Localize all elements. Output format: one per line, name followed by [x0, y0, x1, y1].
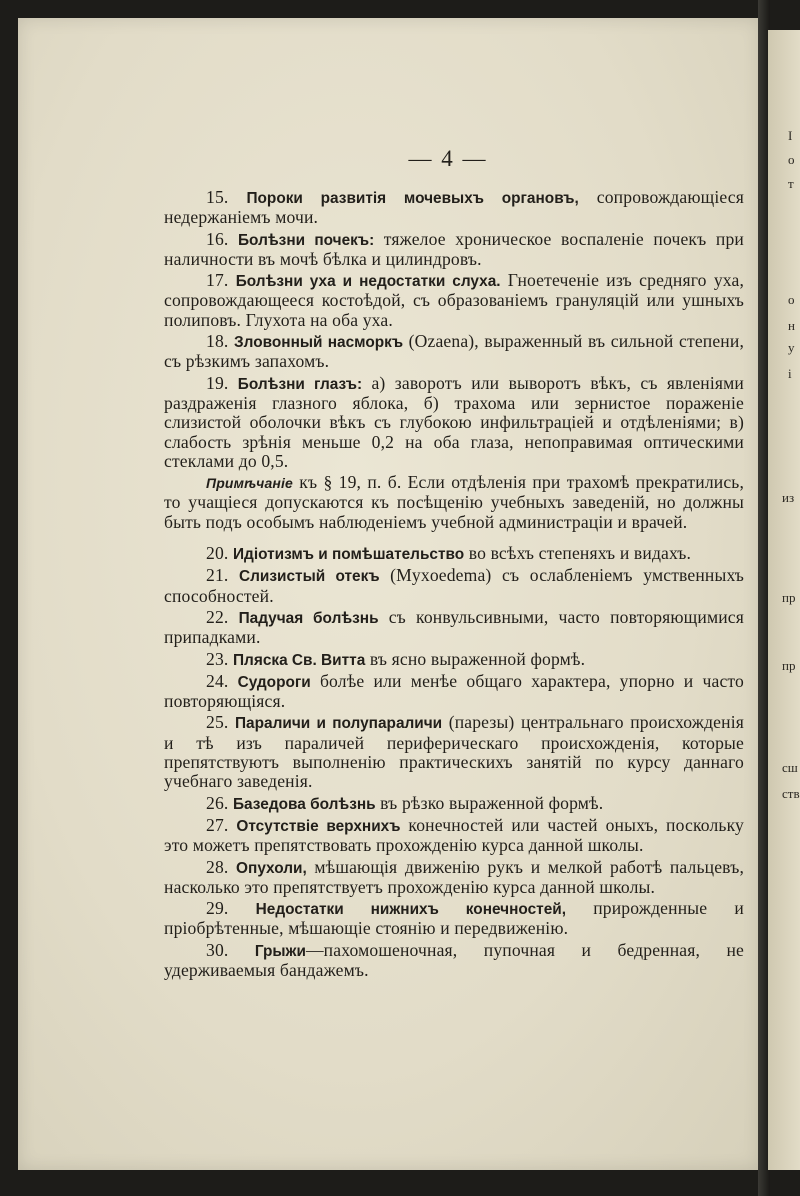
item-body: болѣе или менѣе общаго характера, упорно и часто повторяющіяся. — [164, 670, 744, 712]
item-heading: Падучая болѣзнь — [238, 609, 379, 627]
item-body: къ § 19, п. б. Если отдѣленія при трахомѣ прекратились, то учащіеся допускаются къ посѣщенію учебныхъ заведеній, но должны быть подъ особымъ наблюденіемъ учебной администраціи и врачей. — [164, 472, 744, 532]
list-item — [164, 332, 744, 372]
page-number: — 4 — — [408, 146, 488, 171]
item-body: сопровождающіеся недержаніемъ мочи. — [164, 187, 744, 228]
item-heading: Слизистый отекъ — [239, 568, 380, 586]
item-heading: Болѣзни почекъ: — [238, 231, 375, 249]
item-heading: Идіотизмъ и помѣшательство — [233, 546, 465, 564]
item-body: прирожденные и пріобрѣтенные, мѣшающіе стоянію и передвиженію. — [164, 898, 744, 939]
list-item — [164, 608, 744, 648]
adjacent-page-fragment: из — [782, 490, 795, 505]
list-item — [164, 230, 744, 270]
item-heading: Пляска Св. Витта — [233, 651, 366, 669]
item-heading: Зловонный насморкъ — [234, 334, 404, 352]
item-body: (Ozaena), выраженный въ сильной степени, съ рѣзкимъ запахомъ. — [164, 331, 744, 372]
adjacent-page-fragment: I — [788, 128, 793, 143]
item-body: во всѣхъ степеняхъ и видахъ. — [464, 543, 692, 564]
list-item — [164, 713, 744, 791]
item-number: 25. — [206, 712, 235, 733]
item-heading: Судороги — [237, 673, 311, 691]
list-item — [164, 271, 744, 330]
list-item — [164, 650, 744, 670]
item-number: 18. — [206, 331, 234, 352]
adjacent-page-fragment: сш — [782, 760, 798, 775]
item-number: 19. — [206, 372, 238, 393]
item-body: тяжелое хроническое воспаленіе почекъ при наличности въ мочѣ бѣлка и цилиндровъ. — [164, 228, 744, 269]
document-page — [18, 18, 760, 1170]
item-number: 29. — [206, 898, 256, 919]
item-number: 26. — [206, 792, 233, 813]
list-item — [164, 941, 744, 981]
item-body: въ рѣзко выраженной формѣ. — [375, 792, 604, 813]
note-paragraph — [164, 473, 744, 532]
item-number: 20. — [206, 543, 233, 564]
item-number: 27. — [206, 814, 237, 835]
item-heading: Опухоли, — [236, 859, 307, 877]
adjacent-page-fragment: пр — [782, 658, 796, 673]
item-body: конечностей или частей оныхъ, поскольку это можетъ препятствовать прохожденію курса данной школы. — [164, 814, 744, 856]
item-heading: Болѣзни глазъ: — [237, 375, 363, 393]
adjacent-page-fragment: у — [788, 340, 795, 355]
item-body: (парезы) центральнаго происхожденія и тѣ изъ параличей периферическаго происхожденія, которые препятствуютъ выполненію практическихъ занятій по курсу даннаго учебнаго заведенія. — [164, 712, 744, 792]
item-heading: Пороки развитія мочевыхъ органовъ, — [246, 190, 579, 207]
item-heading: Отсутствіе верхнихъ — [236, 817, 401, 835]
item-body: въ ясно выраженной формѣ. — [365, 648, 586, 669]
item-number: 16. — [206, 228, 238, 249]
adjacent-page-fragment: н — [788, 318, 795, 333]
item-number: 30. — [206, 939, 255, 960]
item-number: 22. — [206, 606, 239, 627]
adjacent-page-fragment: i — [788, 366, 792, 381]
item-heading: Недостатки нижнихъ конечностей, — [255, 901, 566, 919]
list-item — [164, 899, 744, 939]
item-heading: Параличи и полупараличи — [235, 715, 443, 733]
item-number: 28. — [206, 856, 237, 877]
list-item — [164, 794, 744, 814]
item-body: съ конвульсивными, часто повторяющимися припадками. — [164, 606, 744, 648]
item-number: 15. — [206, 187, 247, 207]
adjacent-page-edge — [768, 30, 800, 1170]
adjacent-page-fragment: ств — [782, 786, 800, 801]
adjacent-page-fragment: о — [788, 152, 795, 167]
list-item — [164, 374, 744, 471]
adjacent-page-fragment: пр — [782, 590, 796, 605]
list-item — [164, 188, 744, 228]
item-body: (Myxoedema) съ ослабленіемъ умственныхъ способностей. — [164, 565, 744, 606]
page-text — [164, 146, 744, 982]
item-body: —пахомошеночная, пупочная и бедренная, не удерживаемыя бандажемъ. — [164, 939, 744, 980]
list-item — [164, 544, 744, 564]
item-body: мѣшающія движенію рукъ и мелкой работѣ пальцевъ, насколько это препятствуетъ прохожденію курса данной школы. — [164, 856, 744, 897]
item-heading: Примѣчаніе — [206, 475, 293, 492]
item-body: Гноетеченіе изъ средняго уха, сопровождающееся костоѣдой, съ образованіемъ грануляцій или ушныхъ полиповъ. Глухота на оба уха. — [164, 270, 745, 330]
list-item — [164, 566, 744, 606]
item-number: 17. — [206, 270, 236, 291]
list-item — [164, 672, 744, 712]
item-number: 21. — [206, 565, 240, 586]
list-item — [164, 858, 744, 898]
item-number: 23. — [206, 648, 233, 669]
adjacent-page-fragment: о — [788, 292, 795, 307]
adjacent-page-fragment: т — [788, 176, 794, 191]
item-body: а) заворотъ или выворотъ вѣкъ, съ явленіями раздраженія глазного яблока, б) трахома или зернистое пораженіе слизистой оболочки вѣкъ съ глубокою инфильтраціей и отдѣленіями; в) слабость зрѣнія меньше 0,2 на оба глаза, непоправимая оптическими стеклами до 0,5. — [164, 372, 744, 471]
list-item — [164, 816, 744, 856]
item-heading: Грыжи — [254, 942, 306, 960]
item-heading: Болѣзни уха и недостатки слуха. — [235, 273, 501, 291]
item-list — [164, 188, 744, 980]
item-heading: Базедова болѣзнь — [233, 795, 376, 813]
item-number: 24. — [206, 670, 238, 691]
